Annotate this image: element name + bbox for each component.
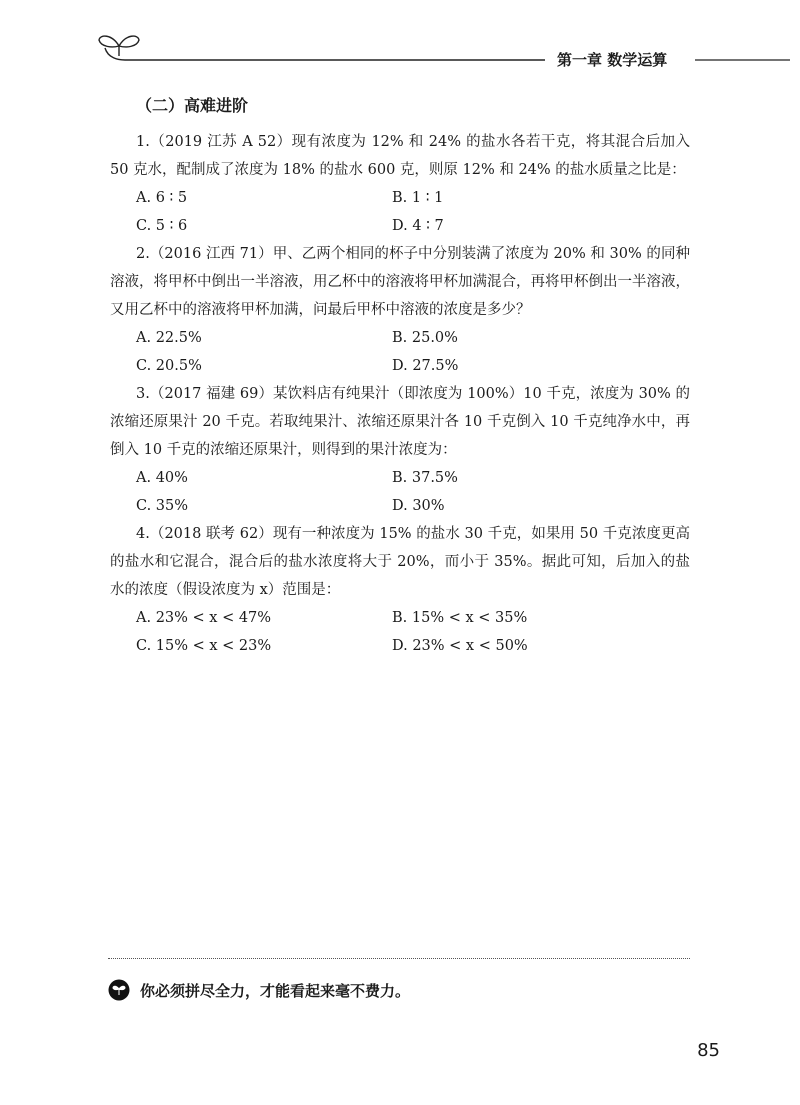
page-header — [0, 0, 800, 80]
question-2 — [110, 240, 690, 380]
option-d: D. 27.5% — [392, 358, 459, 374]
answer-options — [136, 184, 690, 240]
option-c: C. 20.5% — [136, 358, 202, 374]
question-stem: 1.（2019 江苏 A 52）现有浓度为 12% 和 24% 的盐水各若干克，将其混合后加入 50 克水，配制成了浓度为 18% 的盐水 600 克，则原 12% 和 24% 的盐水质量之比是： — [110, 134, 690, 178]
option-c: C. 35% — [136, 498, 189, 514]
option-b: B. 25.0% — [392, 330, 458, 346]
sprout-icon — [99, 36, 545, 60]
answer-options — [136, 604, 690, 660]
option-a: A. 40% — [136, 470, 188, 486]
page-number: 85 — [697, 1040, 720, 1061]
sprout-badge-icon — [108, 979, 130, 1001]
option-b: B. 37.5% — [392, 470, 458, 486]
chapter-title: 第一章 数学运算 — [551, 49, 673, 71]
option-b: B. 1 ∶ 1 — [392, 190, 444, 206]
section-title: （二）高难进阶 — [136, 96, 249, 115]
option-b: B. 15% < x < 35% — [392, 610, 528, 626]
answer-options — [136, 324, 690, 380]
option-a: A. 6 ∶ 5 — [136, 190, 188, 206]
option-a: A. 22.5% — [136, 330, 202, 346]
question-3 — [110, 380, 690, 520]
header-ornament — [0, 0, 800, 80]
question-stem: 4.（2018 联考 62）现有一种浓度为 15% 的盐水 30 千克，如果用 50 千克浓度更高的盐水和它混合，混合后的盐水浓度将大于 20%，而小于 35%。据此可知，后加入的盐水的浓度（假设浓度为 x）范围是： — [110, 526, 690, 598]
motto-text: 你必须拼尽全力，才能看起来毫不费力。 — [140, 981, 411, 1000]
footer-divider — [108, 958, 690, 959]
option-d: D. 4 ∶ 7 — [392, 218, 444, 234]
footer-motto — [108, 978, 410, 1002]
option-a: A. 23% < x < 47% — [136, 610, 272, 626]
question-stem: 2.（2016 江西 71）甲、乙两个相同的杯子中分别装满了浓度为 20% 和 30% 的同种溶液，将甲杯中倒出一半溶液，用乙杯中的溶液将甲杯加满混合，再将甲杯倒出一半溶液，又用乙杯中的溶液将甲杯加满，问最后甲杯中溶液的浓度是多少？ — [110, 246, 690, 318]
question-1 — [110, 128, 690, 240]
page-content — [110, 96, 690, 660]
option-d: D. 23% < x < 50% — [392, 638, 528, 654]
option-d: D. 30% — [392, 498, 445, 514]
option-c: C. 5 ∶ 6 — [136, 218, 188, 234]
question-4 — [110, 520, 690, 660]
option-c: C. 15% < x < 23% — [136, 638, 272, 654]
answer-options — [136, 464, 690, 520]
question-stem: 3.（2017 福建 69）某饮料店有纯果汁（即浓度为 100%）10 千克，浓度为 30% 的浓缩还原果汁 20 千克。若取纯果汁、浓缩还原果汁各 10 千克倒入 10 千克纯净水中，再倒入 10 千克的浓缩还原果汁，则得到的果汁浓度为： — [110, 386, 690, 458]
